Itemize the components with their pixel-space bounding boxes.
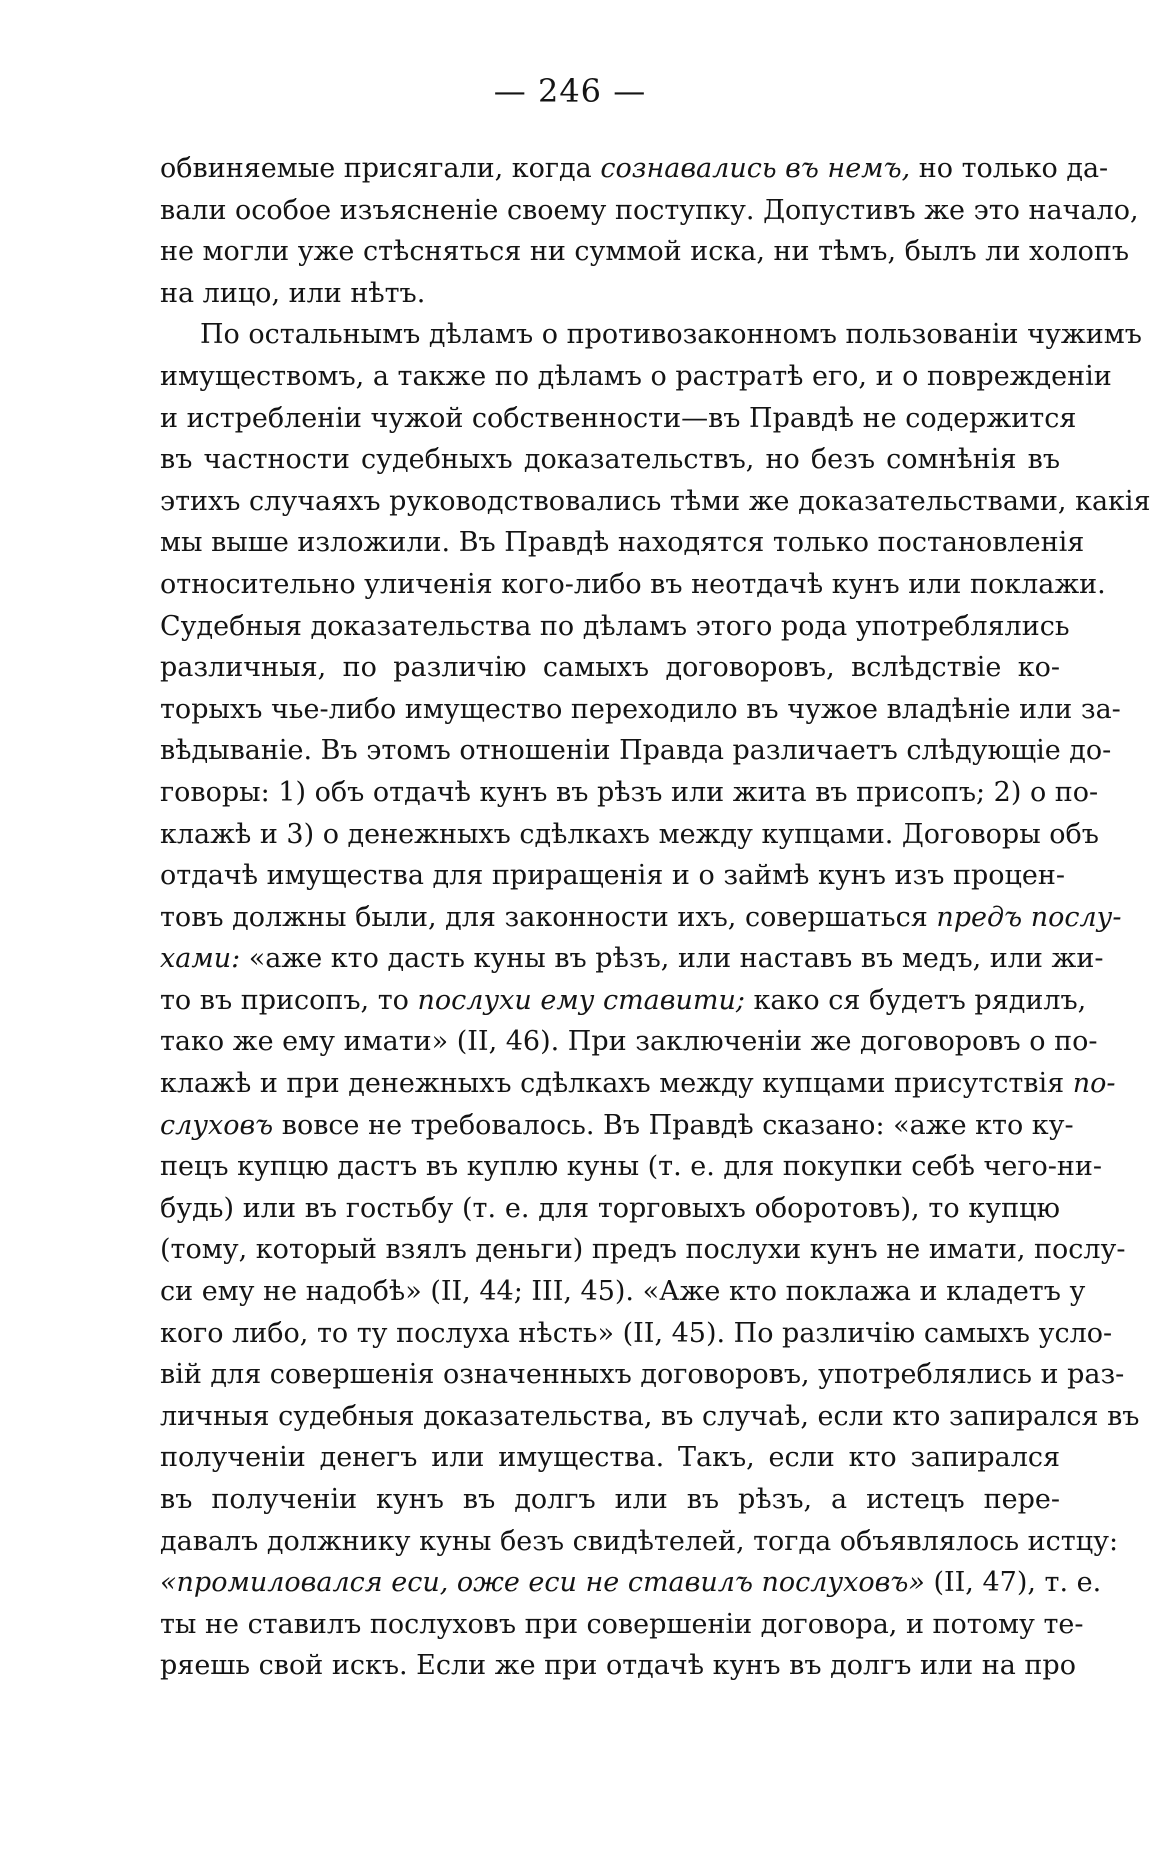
text-segment: имуществомъ, а также по дѣламъ о растратѣ его, и о поврежденіи: [160, 360, 1112, 392]
text-segment: и истребленіи чужой собственности—въ Правдѣ не содержится: [160, 402, 1077, 434]
text-segment: относительно уличенія кого-либо въ неотдачѣ кунъ или поклажи.: [160, 568, 1106, 600]
text-line: [160, 1105, 1074, 1147]
text-segment: ряешь свой искъ. Если же при отдачѣ кунъ въ долгъ или на про: [160, 1650, 1076, 1682]
text-segment: кого либо, то ту послуха нѣсть» (II, 45). По различію самыхъ усло-: [160, 1317, 1113, 1349]
text-segment: (II, 47), т. е.: [924, 1567, 1102, 1599]
text-segment: отдачѣ имущества для приращенія и о займѣ кунъ изъ процен-: [160, 860, 1066, 892]
text-line: [160, 481, 1151, 523]
text-segment: не могли уже стѣсняться ни суммой иска, ни тѣмъ, былъ ли холопъ: [160, 236, 1130, 268]
body-text: [160, 148, 1151, 1687]
text-line: [160, 1437, 1060, 1479]
text-line: [160, 439, 1060, 481]
text-segment: клажѣ и 3) о денежныхъ сдѣлкахъ между купцами. Договоры объ: [160, 818, 1099, 850]
text-segment: вій для совершенія означенныхъ договоровъ, употреблялись и раз-: [160, 1359, 1125, 1391]
italic-text: по-: [1072, 1068, 1116, 1100]
text-line: [160, 1188, 1060, 1230]
text-segment: ты не ставилъ послуховъ при совершеніи договора, и потому те-: [160, 1608, 1084, 1640]
text-segment: но только да-: [910, 153, 1109, 184]
text-segment: товъ должны были, для законности ихъ, совершаться: [160, 901, 937, 933]
text-line: [160, 1479, 1060, 1521]
text-line: [160, 855, 1066, 897]
text-segment: тако же ему имати» (II, 46). При заключеніи же договоровъ о по-: [160, 1026, 1098, 1058]
text-segment: въ частности судебныхъ доказательствъ, но безъ сомнѣнія въ: [160, 444, 1060, 476]
text-line: [160, 190, 1139, 232]
text-line: [160, 938, 1104, 980]
text-line: [160, 231, 1130, 273]
text-line: [160, 1604, 1084, 1646]
text-line: [160, 148, 1109, 190]
text-line: [160, 1521, 1119, 1563]
text-segment: По остальнымъ дѣламъ о противозаконномъ пользованіи чужимъ: [200, 319, 1142, 351]
text-line: [160, 689, 1121, 731]
text-line: [160, 1021, 1098, 1063]
text-segment: въ полученіи кунъ въ долгъ или въ рѣзъ, а истецъ пере-: [160, 1484, 1060, 1515]
text-segment: како ся будетъ рядилъ,: [744, 984, 1087, 1016]
text-line: [160, 1271, 1086, 1313]
text-segment: говоры: 1) объ отдачѣ кунъ въ рѣзъ или жита въ присопъ; 2) о по-: [160, 776, 1099, 808]
text-line: [160, 772, 1099, 814]
text-line: [160, 314, 1142, 356]
text-line: [160, 606, 1070, 648]
text-line: [160, 1229, 1126, 1271]
text-line: [160, 647, 1060, 689]
text-segment: на лицо, или нѣтъ.: [160, 277, 426, 309]
text-line: [160, 814, 1099, 856]
text-segment: полученіи денегъ или имущества. Такъ, если кто запирался: [160, 1442, 1060, 1474]
text-segment: то въ присопъ, то: [160, 984, 418, 1016]
text-line: [160, 1313, 1113, 1355]
text-segment: личныя судебныя доказательства, въ случаѣ, если кто запирался въ: [160, 1400, 1140, 1432]
text-segment: «аже кто дасть куны въ рѣзъ, или наставъ въ медъ, или жи-: [240, 943, 1104, 975]
italic-text: послухи ему ставити;: [417, 984, 745, 1016]
text-segment: давалъ должнику куны безъ свидѣтелей, тогда объявлялось истцу:: [160, 1525, 1119, 1557]
text-segment: Судебныя доказательства по дѣламъ этого рода употреблялись: [160, 610, 1070, 642]
text-line: [160, 1645, 1076, 1687]
text-line: [160, 730, 1112, 772]
page-number: — 246 —: [493, 72, 647, 110]
text-line: [160, 564, 1106, 606]
text-segment: этихъ случаяхъ руководствовались тѣми же доказательствами, какія: [160, 485, 1151, 517]
text-line: [160, 398, 1077, 440]
text-segment: пецъ купцю дастъ въ куплю куны (т. е. для покупки себѣ чего-ни-: [160, 1151, 1102, 1183]
text-segment: клажѣ и при денежныхъ сдѣлкахъ между купцами присутствія: [160, 1068, 1073, 1100]
text-line: [160, 980, 1087, 1022]
italic-text: сознавались въ немъ,: [600, 153, 911, 184]
text-line: [160, 1396, 1140, 1438]
italic-text: слуховъ: [160, 1109, 274, 1141]
text-line: [160, 1146, 1102, 1188]
text-segment: вовсе не требовалось. Въ Правдѣ сказано: «аже кто ку-: [273, 1109, 1074, 1141]
text-line: [160, 1354, 1125, 1396]
text-segment: будь) или въ гостьбу (т. е. для торговыхъ оборотовъ), то купцю: [160, 1192, 1060, 1224]
text-line: [160, 1063, 1116, 1105]
text-line: [160, 356, 1112, 398]
text-segment: (тому, который взялъ деньги) предъ послухи кунъ не имати, послу-: [160, 1234, 1126, 1266]
italic-text: предъ послу-: [936, 901, 1122, 933]
text-segment: вали особое изъясненіе своему поступку. Допустивъ же это начало,: [160, 194, 1139, 226]
text-segment: си ему не надобѣ» (II, 44; III, 45). «Аже кто поклажа и кладетъ у: [160, 1276, 1086, 1308]
italic-text: «промиловался еси, оже еси не ставилъ послуховъ»: [160, 1567, 925, 1599]
text-segment: мы выше изложили. Въ Правдѣ находятся только постановленія: [160, 527, 1085, 559]
italic-text: хами:: [160, 943, 241, 975]
text-segment: обвиняемые присягали, когда: [160, 153, 601, 184]
text-segment: торыхъ чье-либо имущество переходило въ чужое владѣніе или за-: [160, 693, 1121, 725]
text-line: [160, 522, 1085, 564]
text-line: [160, 897, 1122, 939]
text-segment: различныя, по различію самыхъ договоровъ, вслѣдствіе ко-: [160, 652, 1060, 684]
text-segment: вѣдываніе. Въ этомъ отношеніи Правда различаетъ слѣдующіе до-: [160, 735, 1112, 767]
text-line: [160, 273, 1060, 315]
text-line: [160, 1562, 1102, 1604]
